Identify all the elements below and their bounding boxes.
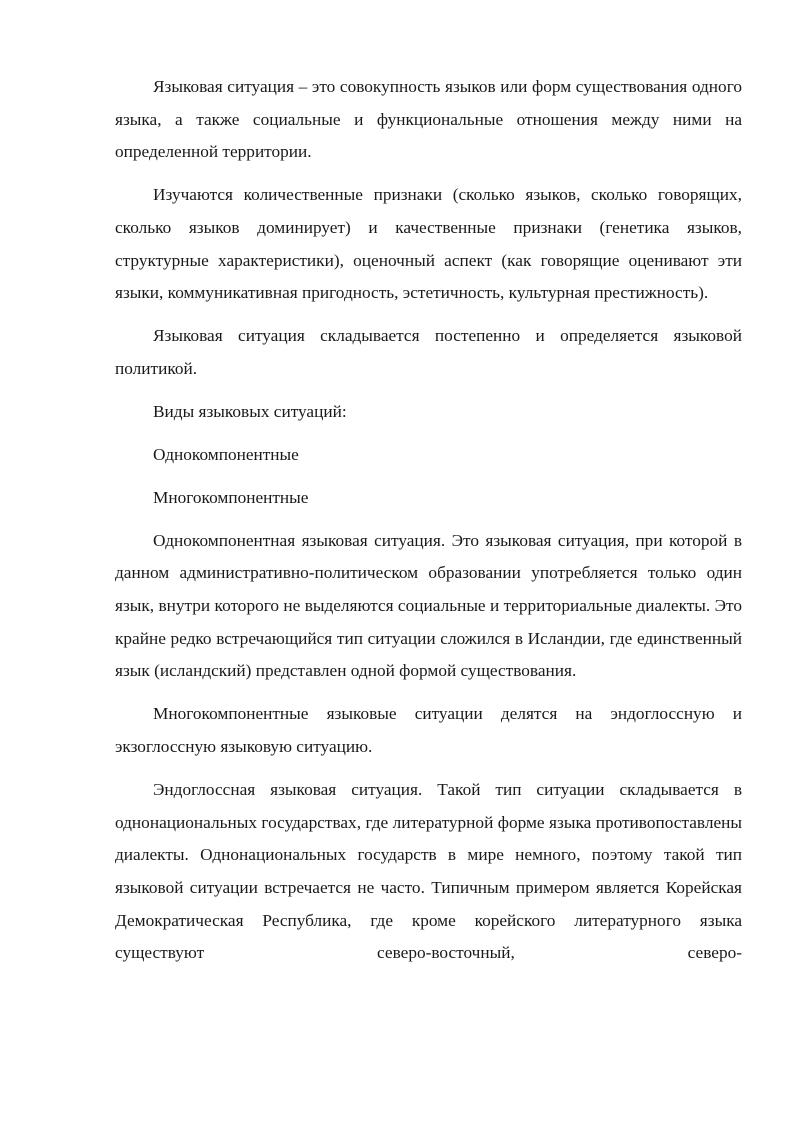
paragraph-features: Изучаются количественные признаки (сколько языков, сколько говорящих, сколько языков доминирует) и качественные признаки (генетика языков, структурные характеристики), оценочный аспект (как говорящие оценивают эти языки, коммуникативная пригодность, эстетичность, культурная престижность). [115,185,742,303]
document-body [115,71,742,980]
paragraph-types-heading: Виды языковых ситуаций: [153,401,347,421]
paragraph-multi-component: Многокомпонентные языковые ситуации делятся на эндоглоссную и экзоглоссную языковую ситуацию. [115,704,742,756]
list-item-single-component: Однокомпонентные [153,444,299,464]
paragraph-single-component: Однокомпонентная языковая ситуация. Это языковая ситуация, при которой в данном административно-политическом образовании употребляется только один язык, внутри которого не выделяются социальные и территориальные диалекты. Это крайне редко встречающийся тип ситуации сложился в Исландии, где единственный язык (исландский) представлен одной формой существования. [115,530,742,681]
paragraph-definition: Языковая ситуация – это совокупность языков или форм существования одного языка, а также социальные и функциональные отношения между ними на определенной территории. [115,77,742,162]
paragraph-formation: Языковая ситуация складывается постепенно и определяется языковой политикой. [115,326,742,378]
paragraph-endoglossic: Эндоглоссная языковая ситуация. Такой тип ситуации складывается в однонациональных государствах, где литературной форме языка противопоставлены диалекты. Однонациональных государств в мире немного, поэтому такой тип языковой ситуации встречается не часто. Типичным примером является Корейская Демократическая Республика, где кроме корейского литературного языка существуют северо-восточный, северо- [115,779,742,963]
list-item-multi-component: Многокомпонентные [153,487,309,507]
